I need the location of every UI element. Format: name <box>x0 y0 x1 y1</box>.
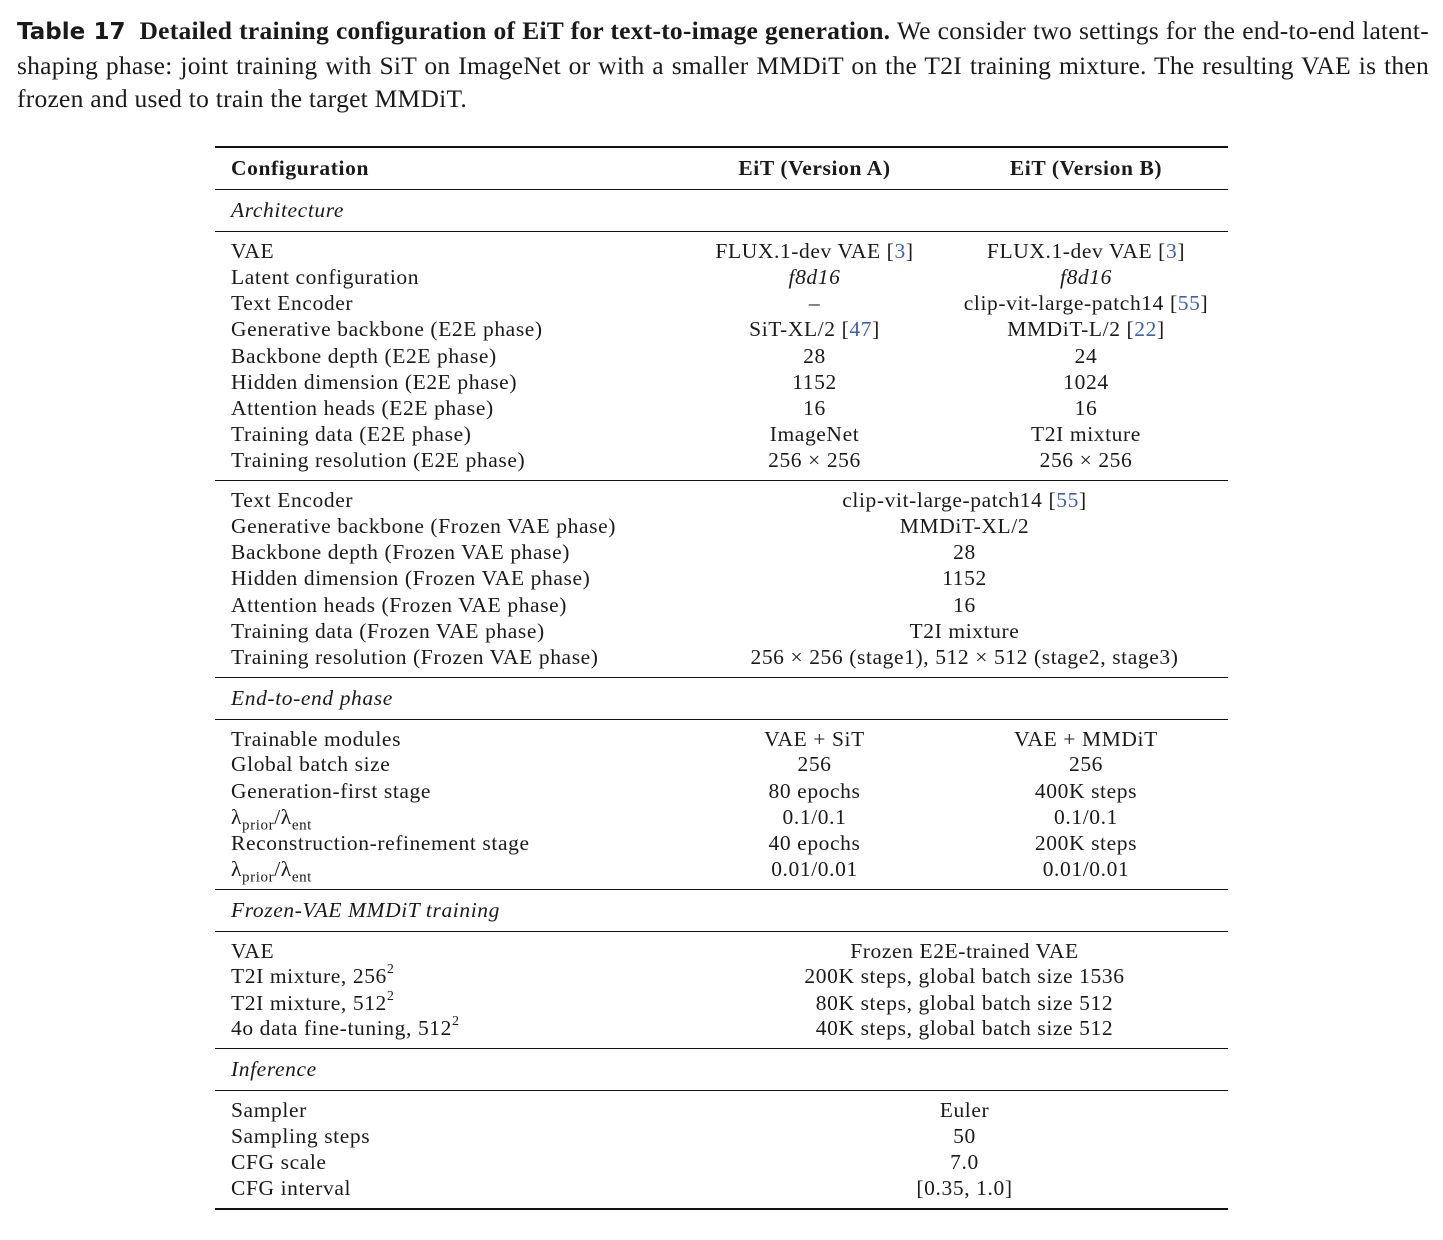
table-row <box>215 1176 1228 1209</box>
cell-a: 80 epochs <box>768 778 861 803</box>
table-row <box>215 1150 1228 1176</box>
cell-shared: clip-vit-large-patch14 [55] <box>685 481 1228 514</box>
caption-text: We consider two settings for the end-to-end latent-shaping phase: joint training with SiT on ImageNet or with a smaller MMDiT on the T2I training mixture. The resulting VAE is then frozen and used to train the target MMDiT. <box>17 16 1430 113</box>
table-row <box>215 592 1228 618</box>
row-label: Trainable modules <box>231 726 402 751</box>
cell-b: 256 <box>1068 752 1104 777</box>
cell-shared: 256 × 256 (stage1), 512 × 512 (stage2, stage3) <box>750 644 1179 669</box>
table-caption <box>17 14 1429 115</box>
cell-b: 0.1/0.1 <box>1054 804 1118 829</box>
header-row <box>215 147 1228 190</box>
section-inference: Inference <box>215 1049 1228 1091</box>
header-version-b: EiT (Version B) <box>928 147 1228 190</box>
cell-b: 256 × 256 <box>1039 448 1133 473</box>
table-row <box>215 317 1228 343</box>
table-row <box>215 1016 1228 1049</box>
citation-link[interactable]: 55 <box>1056 488 1079 513</box>
table-row <box>215 931 1228 964</box>
table-row <box>215 618 1228 644</box>
cell-a: 16 <box>803 396 826 421</box>
section-row <box>215 889 1228 931</box>
table-row <box>215 513 1228 539</box>
citation-link[interactable]: 22 <box>1134 317 1157 342</box>
cell-a: 40 epochs <box>768 831 861 856</box>
cell-shared: T2I mixture <box>909 618 1020 643</box>
cell-shared: Frozen E2E-trained VAE <box>850 938 1079 963</box>
cell-shared: [0.35, 1.0] <box>685 1176 1228 1209</box>
cell-a: 0.1/0.1 <box>782 804 847 829</box>
table-row <box>215 395 1228 421</box>
row-label: Global batch size <box>231 752 391 777</box>
table-row <box>215 566 1228 592</box>
row-label: Latent configuration <box>231 264 420 289</box>
cell-b: 0.01/0.01 <box>1042 856 1130 881</box>
cell-b: FLUX.1-dev VAE [3] <box>986 239 1186 263</box>
row-label: $\lambda_{prior}/\lambda_{ent}$ <box>231 856 312 886</box>
cell-shared: 7.0 <box>950 1150 979 1175</box>
row-label: CFG interval <box>215 1176 685 1209</box>
row-label: Sampler <box>231 1098 307 1123</box>
cell-shared: 40K steps, global batch size 512 <box>815 1016 1114 1041</box>
row-label: Backbone depth (E2E phase) <box>231 343 497 368</box>
cell-a: SiT-XL/2 [47] <box>749 317 880 342</box>
row-label: VAE <box>231 938 275 963</box>
citation-link[interactable]: 47 <box>849 317 873 342</box>
row-label: Generative backbone (Frozen VAE phase) <box>231 513 616 538</box>
row-label: $\lambda_{prior}/\lambda_{ent}$ <box>231 804 312 834</box>
row-label: T2I mixture, $256^2$ <box>231 962 395 989</box>
cell-shared: MMDiT-XL/2 <box>899 513 1030 538</box>
row-label: Hidden dimension (E2E phase) <box>231 369 518 394</box>
section-architecture: Architecture <box>215 190 1228 232</box>
row-label: VAE <box>231 239 275 263</box>
cell-shared: 80K steps, global batch size 512 <box>815 990 1114 1015</box>
row-label: Attention heads (Frozen VAE phase) <box>231 592 568 617</box>
table-row <box>215 343 1228 369</box>
citation-link[interactable]: 3 <box>894 239 906 263</box>
table-row <box>215 778 1228 804</box>
cell-b: 24 <box>1074 343 1098 368</box>
header-configuration: Configuration <box>215 147 685 190</box>
cell-shared: 200K steps, global batch size 1536 <box>804 964 1125 989</box>
config-table <box>215 146 1228 1210</box>
cell-a: 28 <box>803 343 826 368</box>
citation-link[interactable]: 3 <box>1165 239 1178 263</box>
citation-link[interactable]: 55 <box>1177 290 1201 315</box>
row-label: Hidden dimension (Frozen VAE phase) <box>231 566 591 591</box>
header-version-a: EiT (Version A) <box>685 147 928 190</box>
table-row <box>215 264 1228 290</box>
cell-a: 1152 <box>792 369 837 394</box>
cell-b: 16 <box>1074 396 1098 421</box>
cell-a: ImageNet <box>769 422 860 447</box>
row-label: Backbone depth (Frozen VAE phase) <box>231 540 571 565</box>
table-row <box>215 857 1228 890</box>
cell-a: VAE + SiT <box>764 726 865 751</box>
table-row <box>215 752 1228 778</box>
table-row <box>215 422 1228 448</box>
cell-shared: 1152 <box>942 566 987 591</box>
table-row <box>215 804 1228 830</box>
section-frozen-vae-training: Frozen-VAE MMDiT training <box>215 889 1228 931</box>
table-row <box>215 481 1228 514</box>
row-label: CFG scale <box>231 1150 327 1175</box>
section-row <box>215 190 1228 232</box>
row-label: Sampling steps <box>231 1123 371 1148</box>
cell-a: f8d16 <box>788 264 841 289</box>
table-row <box>215 1123 1228 1149</box>
table-row <box>215 830 1228 856</box>
row-label: Generation-first stage <box>231 778 432 803</box>
table-row <box>215 232 1228 265</box>
cell-a: – <box>808 290 821 315</box>
cell-b: T2I mixture <box>1031 422 1141 447</box>
cell-b: VAE + MMDiT <box>1014 726 1158 751</box>
cell-b: f8d16 <box>1060 264 1112 289</box>
row-label: 4o data fine-tuning, $512^2$ <box>231 1014 460 1041</box>
table-row <box>215 448 1228 481</box>
table-label: Table 17 <box>17 19 126 45</box>
cell-b: 200K steps <box>1034 831 1138 856</box>
row-label: Text Encoder <box>231 290 354 315</box>
section-row <box>215 677 1228 719</box>
cell-b: 400K steps <box>1034 778 1138 803</box>
cell-shared: 50 <box>953 1123 976 1148</box>
row-label: Generative backbone (E2E phase) <box>231 317 543 342</box>
section-end-to-end: End-to-end phase <box>215 677 1228 719</box>
cell-a: 0.01/0.01 <box>771 856 858 881</box>
table-title: Detailed training configuration of EiT for text-to-image generation. <box>139 16 891 45</box>
table-row <box>215 990 1228 1016</box>
cell-b: MMDiT-L/2 [22] <box>1007 317 1165 342</box>
table-row <box>215 290 1228 316</box>
row-label: Training resolution (Frozen VAE phase) <box>231 644 599 669</box>
row-label: Text Encoder <box>215 481 685 514</box>
cell-shared: 16 <box>953 592 976 617</box>
row-label: Training data (Frozen VAE phase) <box>231 618 545 643</box>
table-row <box>215 645 1228 678</box>
cell-a: 256 × 256 <box>768 448 861 473</box>
table-row <box>215 1091 1228 1124</box>
row-label: Training data (E2E phase) <box>231 422 472 447</box>
table-row <box>215 964 1228 990</box>
table-row <box>215 539 1228 565</box>
cell-shared: Euler <box>939 1098 990 1123</box>
cell-b: 1024 <box>1063 369 1109 394</box>
cell-b: clip-vit-large-patch14 [55] <box>963 290 1209 315</box>
row-label: T2I mixture, $512^2$ <box>231 988 395 1015</box>
row-label: Training resolution (E2E phase) <box>231 448 526 473</box>
cell-a: 256 <box>797 752 832 777</box>
table-row <box>215 369 1228 395</box>
table-row <box>215 719 1228 752</box>
cell-a: FLUX.1-dev VAE [3] <box>715 239 914 263</box>
row-label: Attention heads (E2E phase) <box>231 396 494 421</box>
row-label: Reconstruction-refinement stage <box>231 831 530 856</box>
cell-shared: 28 <box>953 540 976 565</box>
section-row <box>215 1049 1228 1091</box>
